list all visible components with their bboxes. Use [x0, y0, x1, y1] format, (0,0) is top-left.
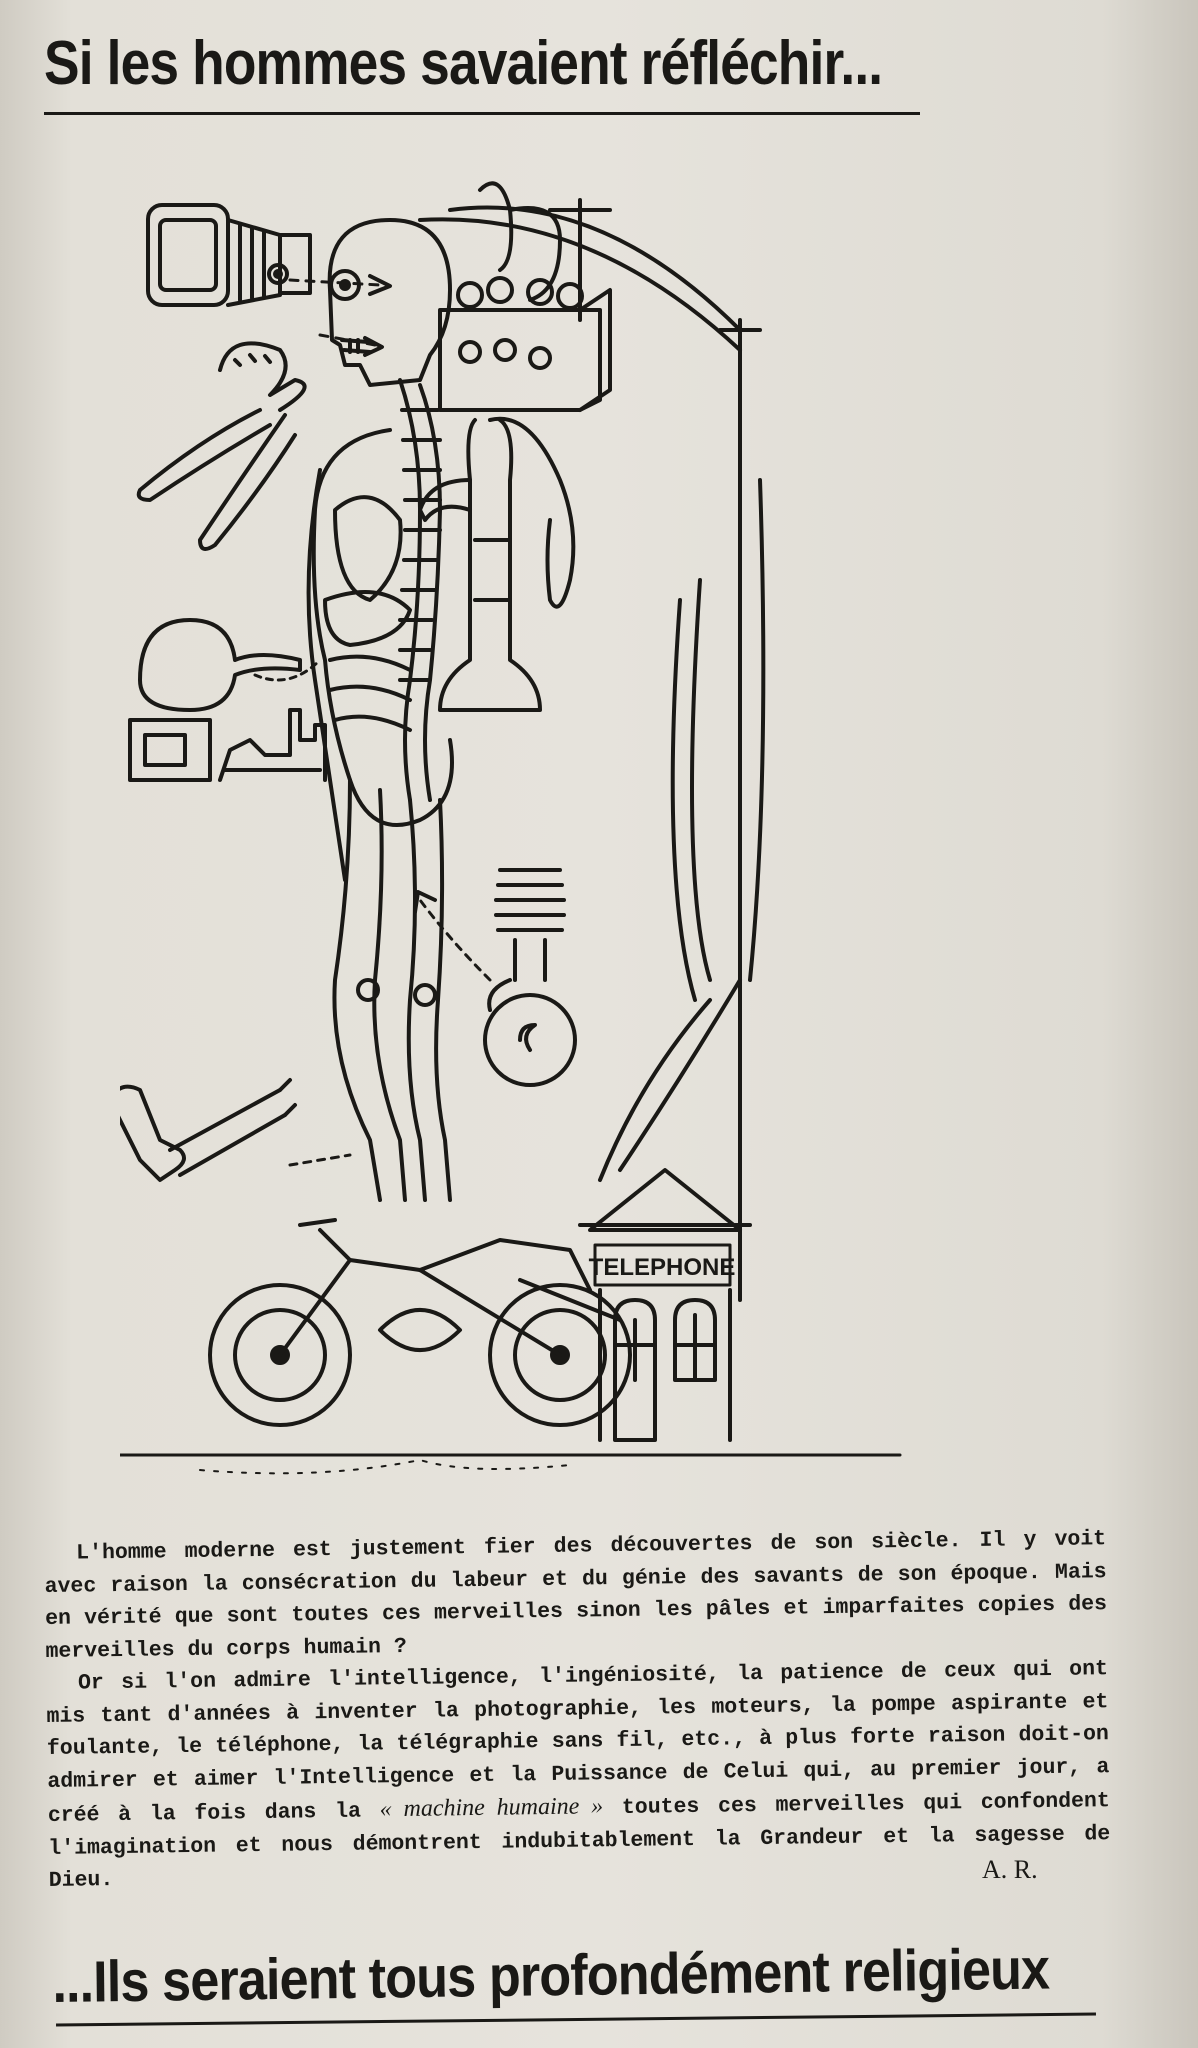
distillery-icon: [130, 620, 325, 780]
telephone-sign-text: TELEPHONE: [588, 1254, 736, 1281]
article-body: [44, 1523, 1111, 1897]
headline-bottom-rule: [56, 2013, 1096, 2027]
headline-top-rule: [44, 112, 920, 115]
camera-icon: [148, 205, 310, 305]
illustration-human-machine: [120, 180, 1020, 1510]
skeleton-body-icon: [309, 380, 452, 1200]
motorcycle-icon: [210, 1220, 630, 1425]
article-paragraph-2: [46, 1653, 1111, 1897]
wrench-icon: [120, 1080, 295, 1180]
telephone-booth-icon: [580, 1170, 750, 1440]
author-signature: A. R.: [982, 1855, 1038, 1884]
telephone-lines-icon: [420, 200, 763, 1300]
article-paragraph-2-emphasis: « machine humaine »: [379, 1793, 604, 1823]
pliers-icon: [139, 343, 305, 549]
article-paragraph-2-start: Or si l'on admire l'intelligence, l'ingéniosité, la patience de ceux qui ont mis tant d'années à inventer la photographie, les moteurs, la pompe aspirante et foulante, le téléphone, la télégraphie sans fil, etc., à plus forte raison doit-on admirer et aimer l'Intelligence et la Puissance de Celui qui, au premier jour, a créé à la fois dans la: [46, 1657, 1110, 1828]
headline-bottom: ...Ils seraient tous profondément religieux: [52, 1936, 1050, 2015]
water-pump-icon: [420, 419, 573, 710]
radio-icon: [440, 183, 610, 410]
article-paragraph-1: L'homme moderne est justement fier des découvertes de son siècle. Il y voit avec raison la consécration du labeur et du génie des savants de son époque. Mais en vérité que sont toutes ces merveilles sinon les pâles et imparfaites copies des merveilles du corps humain ?: [44, 1527, 1108, 1664]
engine-icon: [485, 870, 575, 1085]
headline-top: Si les hommes savaient réfléchir...: [44, 29, 883, 98]
skeleton-head-icon: [330, 220, 450, 385]
article-paragraph-2-end: toutes ces merveilles qui confondent l'imagination et nous démontrent indubitablement la Grandeur et la sagesse de Dieu.: [48, 1789, 1111, 1893]
